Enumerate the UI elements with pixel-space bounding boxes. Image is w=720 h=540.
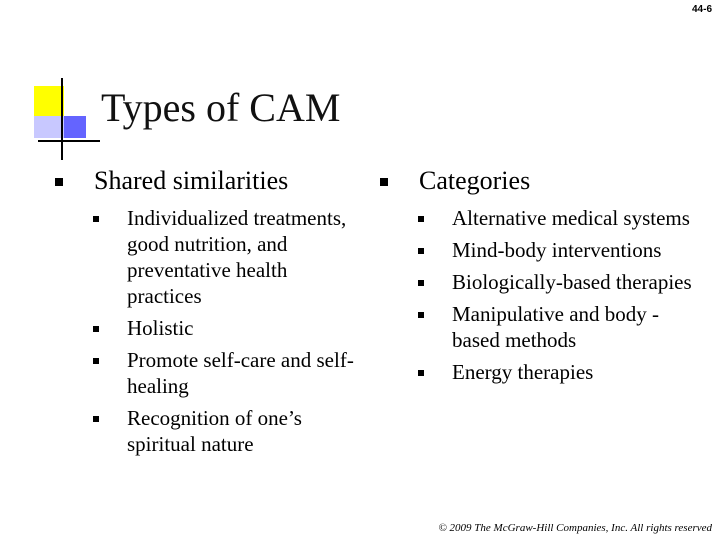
list-item: Manipulative and body -based methods [418,301,700,353]
list-item: Holistic [93,315,355,341]
square-bullet-icon [93,216,99,222]
square-bullet-icon [93,358,99,364]
list-item: Recognition of one’s spiritual nature [93,405,355,457]
square-bullet-icon [93,326,99,332]
copyright-notice: © 2009 The McGraw-Hill Companies, Inc. All rights reserved [438,522,712,534]
square-bullet-icon [418,280,424,286]
left-list [55,205,355,457]
right-column [380,165,700,391]
left-heading: Shared similarities [94,166,289,195]
list-item: Individualized treatments, good nutrition, and preventative health practices [93,205,355,309]
deco-blue-square [64,116,86,138]
left-heading-bullet [55,165,355,197]
list-item: Promote self-care and self-healing [93,347,355,399]
slide-title: Types of CAM [101,85,341,130]
left-column [55,165,355,463]
list-item: Mind-body interventions [418,237,700,263]
square-bullet-icon [93,416,99,422]
title-decoration [0,0,110,170]
right-heading-bullet [380,165,700,197]
right-heading: Categories [419,166,531,195]
square-bullet-icon [55,178,63,186]
square-bullet-icon [418,370,424,376]
deco-light-blue-square [34,116,64,138]
deco-yellow-square [34,86,64,116]
square-bullet-icon [418,312,424,318]
square-bullet-icon [380,178,388,186]
slide-number: 44-6 [691,4,712,15]
square-bullet-icon [418,216,424,222]
right-list [380,205,700,385]
square-bullet-icon [418,248,424,254]
list-item: Alternative medical systems [418,205,700,231]
list-item: Biologically-based therapies [418,269,700,295]
list-item: Energy therapies [418,359,700,385]
